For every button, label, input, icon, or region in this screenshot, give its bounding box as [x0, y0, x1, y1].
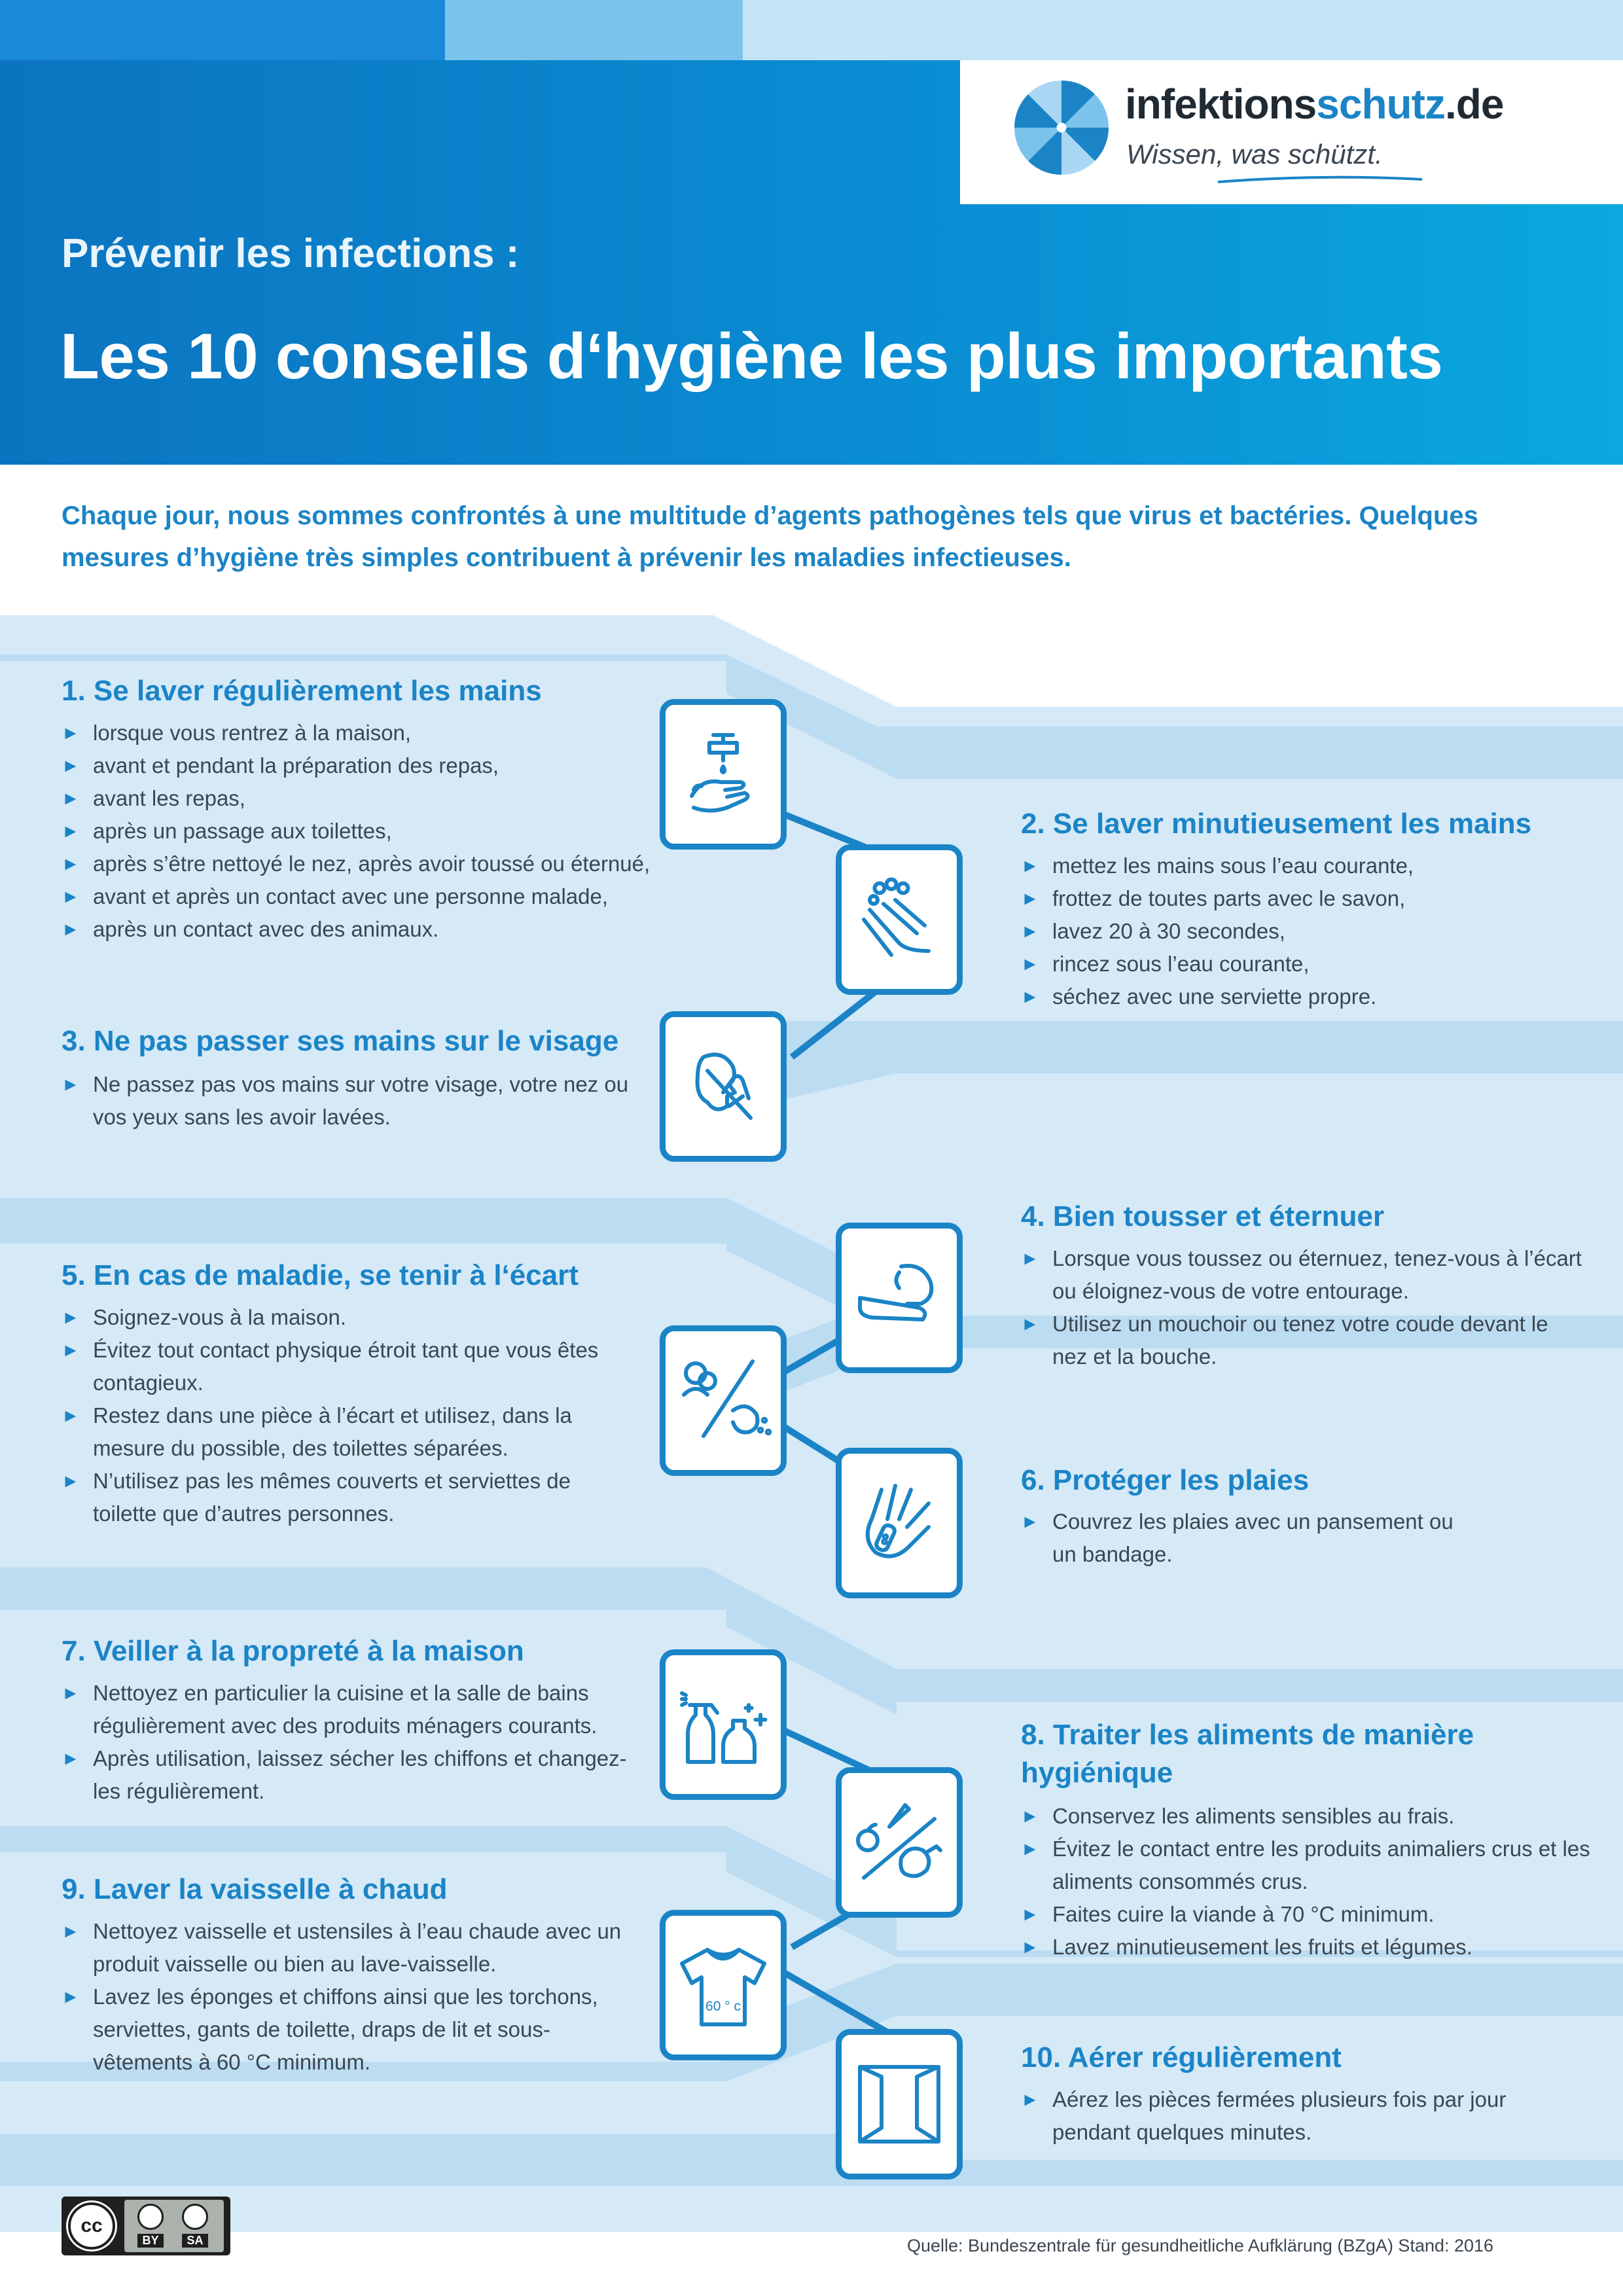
- tip-10-icon-box: [836, 2029, 963, 2179]
- tip-1-title: 1. Se laver régulièrement les mains: [62, 675, 542, 707]
- list-item: ► Évitez le contact entre les produits animaliers crus et les aliments consommés crus.: [1021, 1833, 1597, 1898]
- shirt-temperature-label: 60 ° c: [705, 1999, 741, 2014]
- list-item: ► séchez avec une serviette propre.: [1021, 980, 1584, 1013]
- bullet-arrow-icon: ►: [62, 821, 80, 841]
- license-by-label: BY: [137, 2234, 164, 2248]
- bullet-arrow-icon: ►: [62, 1340, 80, 1360]
- list-item: ► Ne passez pas vos mains sur votre visage, votre nez ou vos yeux sans les avoir lavées.: [62, 1068, 637, 1134]
- bullet-arrow-icon: ►: [1021, 1314, 1039, 1334]
- bullet-arrow-icon: ►: [62, 1074, 80, 1094]
- bullet-arrow-icon: ►: [1021, 1511, 1039, 1532]
- list-item: ► après un contact avec des animaux.: [62, 913, 690, 946]
- logo-tagline: Wissen, was schützt.: [1126, 139, 1383, 170]
- list-item: ► mettez les mains sous l’eau courante,: [1021, 850, 1584, 882]
- tagline-underline-icon: [1215, 173, 1425, 187]
- cleaning-products-icon: [674, 1676, 772, 1774]
- bullet-arrow-icon: ►: [62, 1921, 80, 1941]
- list-item: ► Nettoyez en particulier la cuisine et la salle de bains régulièrement avec des produits ménagers courants.: [62, 1677, 637, 1742]
- food-separation-icon: [850, 1793, 948, 1892]
- bullet-arrow-icon: ►: [62, 1307, 80, 1327]
- tip-7-title: 7. Veiller à la propreté à la maison: [62, 1635, 524, 1667]
- license-sa-label: SA: [182, 2234, 208, 2248]
- header-subtitle: Prévenir les infections :: [62, 231, 520, 276]
- attribution-icon: [137, 2204, 164, 2230]
- tip-5-list: [62, 1301, 624, 1530]
- intro-text: Chaque jour, nous sommes confrontés à une multitude d’agents pathogènes tels que virus et bactéries. Quelques mesures d’hygiène très simples contribuent à prévenir les maladies infectieuses.: [62, 501, 1478, 572]
- bullet-arrow-icon: ►: [62, 1683, 80, 1703]
- bullet-arrow-icon: ►: [1021, 1248, 1039, 1268]
- top-stripe-mid: [445, 0, 743, 60]
- tip-6-icon-box: [836, 1448, 963, 1598]
- list-item: ► avant et pendant la préparation des repas,: [62, 749, 690, 782]
- list-item: ► Lavez minutieusement les fruits et légumes.: [1021, 1931, 1597, 1964]
- bullet-arrow-icon: ►: [1021, 954, 1039, 974]
- list-item: ► après un passage aux toilettes,: [62, 815, 690, 848]
- bullet-arrow-icon: ►: [1021, 1904, 1039, 1924]
- list-item: ► Aérez les pièces fermées plusieurs fois par jour pendant quelques minutes.: [1021, 2083, 1584, 2149]
- bullet-arrow-icon: ►: [1021, 1937, 1039, 1957]
- bullet-arrow-icon: ►: [62, 919, 80, 939]
- hands-scrubbing-soap-icon: [850, 870, 948, 969]
- list-item: ► avant les repas,: [62, 782, 690, 815]
- tip-4-title: 4. Bien tousser et éternuer: [1021, 1200, 1385, 1232]
- bullet-arrow-icon: ►: [1021, 1839, 1039, 1859]
- list-item: ► Faites cuire la viande à 70 °C minimum.: [1021, 1898, 1597, 1931]
- stay-apart-sick-icon: [674, 1352, 772, 1450]
- list-item: ► Nettoyez vaisselle et ustensiles à l’eau chaude avec un produit vaisselle ou bien au lave-vaisselle.: [62, 1915, 637, 1981]
- list-item: ► Évitez tout contact physique étroit tant que vous êtes contagieux.: [62, 1334, 624, 1399]
- handwashing-faucet-icon: [674, 725, 772, 823]
- list-item: ► rincez sous l’eau courante,: [1021, 948, 1584, 980]
- tip-3-list: [62, 1068, 637, 1134]
- tip-5-title: 5. En cas de maladie, se tenir à l‘écart: [62, 1259, 579, 1291]
- tip-1-icon-box: [660, 699, 787, 850]
- list-item: ► lorsque vous rentrez à la maison,: [62, 717, 690, 749]
- list-item: ► Couvrez les plaies avec un pansement ou un bandage.: [1021, 1505, 1479, 1571]
- list-item: ► Soignez-vous à la maison.: [62, 1301, 624, 1334]
- bullet-arrow-icon: ►: [62, 1471, 80, 1491]
- cc-by-sa-panel: [124, 2200, 224, 2252]
- no-face-touching-icon: [674, 1037, 772, 1136]
- tip-8-list: [1021, 1800, 1597, 1964]
- umbrella-logo-icon: [1012, 79, 1111, 177]
- bullet-arrow-icon: ►: [62, 1405, 80, 1426]
- hot-wash-shirt-icon: [674, 1936, 772, 2034]
- bullet-arrow-icon: ►: [1021, 888, 1039, 908]
- list-item: ► Conservez les aliments sensibles au frais.: [1021, 1800, 1597, 1833]
- tip-3-title: 3. Ne pas passer ses mains sur le visage: [62, 1025, 619, 1057]
- tip-9-title: 9. Laver la vaisselle à chaud: [62, 1873, 448, 1905]
- list-item: ► Restez dans une pièce à l’écart et utilisez, dans la mesure du possible, des toilettes séparées.: [62, 1399, 624, 1465]
- bullet-arrow-icon: ►: [62, 1986, 80, 2007]
- logo-box[interactable]: [960, 60, 1623, 204]
- cough-into-elbow-icon: [850, 1249, 948, 1347]
- bullet-arrow-icon: ►: [1021, 1806, 1039, 1826]
- bullet-arrow-icon: ►: [1021, 986, 1039, 1007]
- bullet-arrow-icon: ►: [62, 1748, 80, 1768]
- tip-2-title: 2. Se laver minutieusement les mains: [1021, 808, 1532, 840]
- list-item: ► frottez de toutes parts avec le savon,: [1021, 882, 1584, 915]
- list-item: ► Utilisez un mouchoir ou tenez votre coude devant le nez et la bouche.: [1021, 1308, 1584, 1373]
- list-item: ► Après utilisation, laissez sécher les chiffons et changez-les régulièrement.: [62, 1742, 637, 1808]
- tip-4-list: [1021, 1242, 1584, 1373]
- hand-bandage-icon: [850, 1474, 948, 1572]
- page-title: Les 10 conseils d‘hygiène les plus importants: [60, 320, 1443, 392]
- bullet-arrow-icon: ►: [62, 853, 80, 874]
- tip-10-title: 10. Aérer régulièrement: [1021, 2041, 1342, 2073]
- tip-9-list: [62, 1915, 637, 2079]
- list-item: ► Lavez les éponges et chiffons ainsi que les torchons, serviettes, gants de toilette, draps de lit et sous-vêtements à 60 °C minimum.: [62, 1981, 637, 2079]
- list-item: ► N’utilisez pas les mêmes couverts et serviettes de toilette que d’autres personnes.: [62, 1465, 624, 1530]
- list-item: ► lavez 20 à 30 secondes,: [1021, 915, 1584, 948]
- tip-1-list: [62, 717, 690, 946]
- tip-2-list: [1021, 850, 1584, 1013]
- bullet-arrow-icon: ►: [62, 723, 80, 743]
- tip-9-icon-box: [660, 1910, 787, 2060]
- tip-7-list: [62, 1677, 637, 1808]
- tip-2-icon-box: [836, 844, 963, 995]
- list-item: ► avant et après un contact avec une personne malade,: [62, 880, 690, 913]
- bullet-arrow-icon: ►: [1021, 2089, 1039, 2109]
- tip-8-title: 8. Traiter les aliments de manière hygiénique: [1021, 1719, 1474, 1789]
- source-footnote: Quelle: Bundeszentrale für gesundheitliche Aufklärung (BZgA) Stand: 2016: [907, 2236, 1494, 2255]
- bullet-arrow-icon: ►: [62, 788, 80, 808]
- tip-5-icon-box: [660, 1325, 787, 1476]
- cc-license-badge[interactable]: [62, 2197, 230, 2255]
- tip-7-icon-box: [660, 1649, 787, 1800]
- open-window-icon: [850, 2055, 948, 2153]
- bullet-arrow-icon: ►: [62, 755, 80, 776]
- top-stripe-right: [743, 0, 1623, 60]
- tip-10-list: [1021, 2083, 1584, 2149]
- tip-6-list: [1021, 1505, 1479, 1571]
- list-item: ► Lorsque vous toussez ou éternuez, tenez-vous à l’écart ou éloignez-vous de votre entourage.: [1021, 1242, 1584, 1308]
- tip-8-icon-box: [836, 1767, 963, 1918]
- share-alike-icon: [182, 2204, 208, 2230]
- bullet-arrow-icon: ►: [1021, 921, 1039, 941]
- top-stripe-left: [0, 0, 445, 60]
- list-item: ► après s’être nettoyé le nez, après avoir toussé ou éternué,: [62, 848, 690, 880]
- logo-wordmark: infektionsschutz.de: [1125, 81, 1504, 128]
- tip-4-icon-box: [836, 1223, 963, 1373]
- bullet-arrow-icon: ►: [62, 886, 80, 906]
- tip-6-title: 6. Protéger les plaies: [1021, 1464, 1310, 1496]
- tip-3-icon-box: [660, 1011, 787, 1162]
- cc-icon: cc: [68, 2202, 115, 2250]
- bullet-arrow-icon: ►: [1021, 855, 1039, 876]
